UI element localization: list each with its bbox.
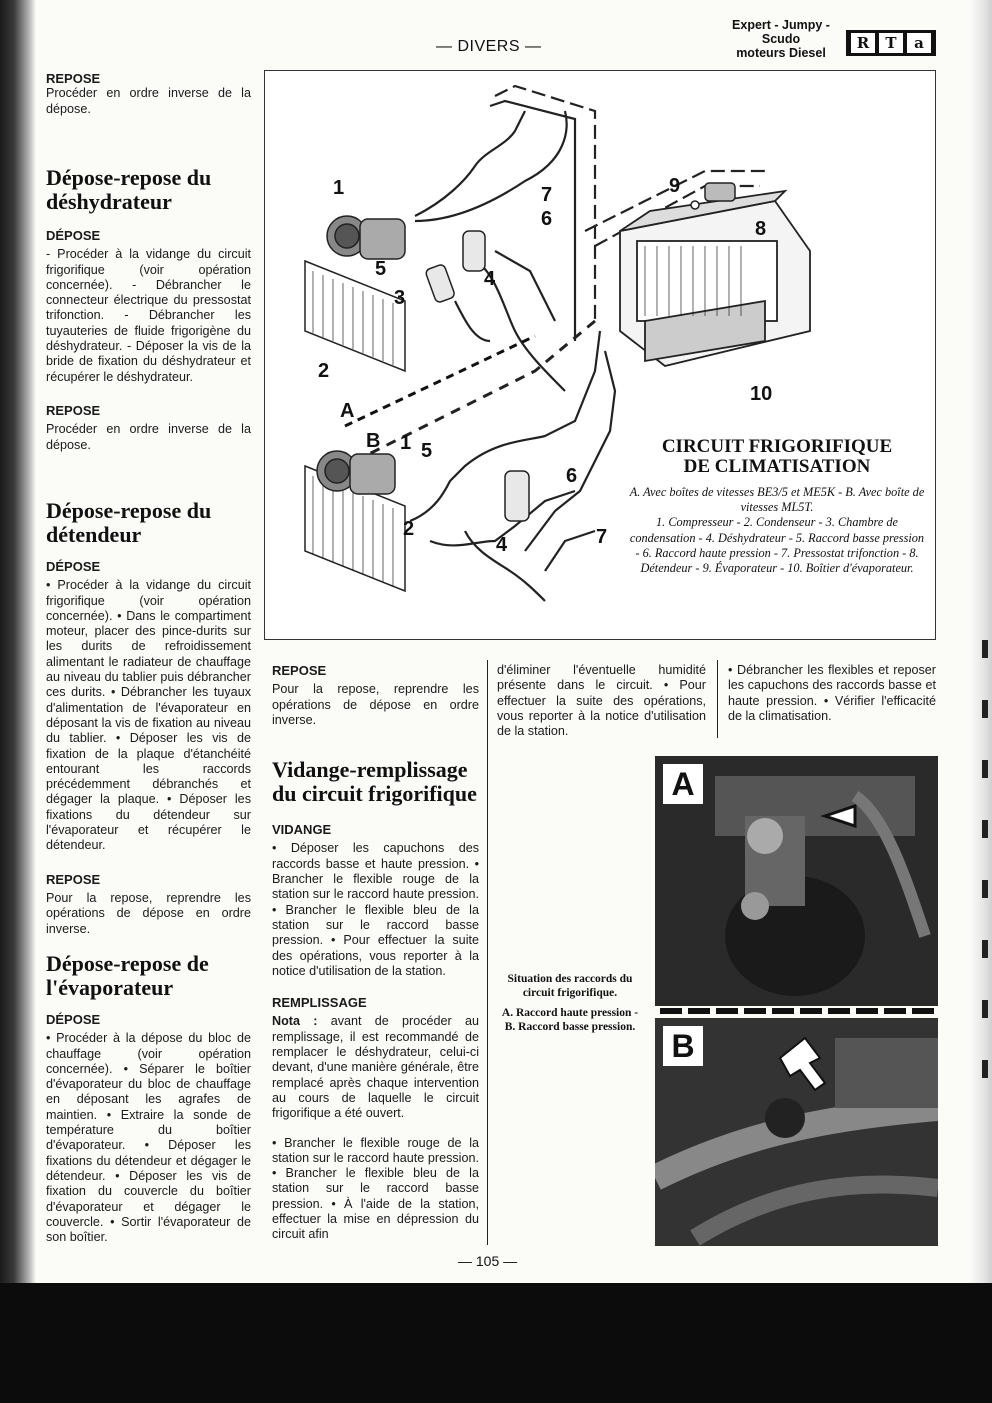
heading-deshydrateur: Dépose-repose du déshydrateur [46, 165, 212, 214]
heading-remplissage: REMPLISSAGE [272, 995, 367, 1011]
callout-5: 5 [375, 258, 387, 280]
callout-10: 10 [750, 383, 773, 405]
logo-letter-t: T [879, 33, 903, 53]
rta-logo [846, 30, 936, 56]
repose-detendeur-text: Pour la repose, reprendre les opérations de dépose en ordre inverse. [46, 890, 251, 936]
heading-vidange: VIDANGE [272, 822, 332, 838]
callout-7: 7 [541, 184, 553, 206]
remplissage-text: • Brancher le flexible rouge de la station sur le raccord haute pression. • Brancher le flexible bleu de la station sur le raccord basse pression. • À l'aide de la station, effectuer la mise en dépression du circuit afin [272, 1135, 479, 1242]
heading-depose-3: DÉPOSE [46, 559, 101, 574]
heading-depose-4: DÉPOSE [46, 1012, 101, 1027]
depose-evaporateur-text: • Procéder à la dépose du bloc de chauffage (voir opération concernée). • Séparer le boîtier d'évaporateur du bloc de chauffage en déposant les agrafes de maintien. • Extraire la sonde de température du boîtier d'évaporateur. • Déposer les fixations du détendeur et dégager le détendeur. • Déposer les vis de fixation du couvercle du boîtier d'évaporateur et dégager le couvercle. • Sortir l'évaporateur de son boîtier. [46, 1031, 251, 1245]
repose-deshydrateur-text: Procéder en ordre inverse de la dépose. [46, 422, 251, 452]
column-divider-2 [717, 660, 718, 738]
column-4 [728, 663, 936, 724]
diagram-caption-legend: 1. Compresseur - 2. Condenseur - 3. Chambre de condensation - 4. Déshydrateur - 5. Raccord basse pression - 6. Raccord haute pression - 7. Pressostat trifonction - 8. Détendeur - 9. Évaporateur - 10. Boîtier d'évaporateur. [629, 515, 925, 576]
callout-4: 4 [484, 268, 496, 290]
col3-text: d'éliminer l'éventuelle humidité présente dans le circuit. • Pour effectuer la suite des opérations, vous reporter à la notice d'utilisation de la station. [497, 663, 706, 739]
photo-caption-b: B. Raccord basse pression. [504, 1021, 636, 1033]
callout-b-2: 2 [403, 518, 415, 540]
callout-6: 6 [541, 208, 553, 230]
column-divider [487, 660, 488, 1245]
callout-b-6: 6 [566, 465, 578, 487]
callout-b-5: 5 [421, 440, 433, 462]
heading-evaporateur: Dépose-repose de l'évaporateur [46, 951, 209, 1000]
page-binding-shadow [0, 0, 36, 1283]
nota-paragraph [272, 1014, 479, 1121]
page-number: — 105 — [458, 1253, 518, 1269]
photo-caption [496, 972, 644, 1034]
diagram-title-line-2: DE CLIMATISATION [683, 456, 871, 477]
photo-caption-title: Situation des raccords du circuit frigorifique. [507, 973, 633, 999]
column-3 [497, 663, 706, 739]
vidange-text: • Déposer les capuchons des raccords basse et haute pression. • Brancher le flexible rouge de la station sur le raccord haute pression. • Brancher le flexible bleu de la station sur le raccord basse pression. • Pour effectuer la suite des opérations, vous reporter à la notice d'utilisation de la station. [272, 841, 479, 978]
callout-3: 3 [394, 287, 406, 309]
vehicle-header [720, 18, 842, 60]
nota-label: Nota : [272, 1014, 318, 1029]
depose-detendeur-text: • Procéder à la vidange du circuit frigorifique (voir opération concernée). • Dans le compartiment moteur, placer des pince-durits sur les durits de refroidissement alimentant le radiateur de chauffage au niveau du tablier puis débrancher ces durits. • Débrancher les tuyaux d'alimentation de l'évaporateur en déposant la vis de fixation au niveau du tablier. • Déposer les vis de fixation de la plaque d'étanchéité entourant les raccords précédemment débranchés et dégager la plaque. • Déposer les fixations du détendeur sur l'évaporateur et récupérer le détendeur. [46, 578, 251, 853]
callout-2: 2 [318, 360, 330, 382]
column-1 [46, 71, 251, 117]
diagram-caption-ab: A. Avec boîtes de vitesses BE3/5 et ME5K - B. Avec boîte de vitesses ML5T. [629, 485, 925, 515]
column-1-evaporateur [46, 952, 251, 1245]
callout-8: 8 [755, 218, 767, 240]
vehicle-line-3: moteurs Diesel [736, 46, 826, 60]
column-1-deshydrateur [46, 166, 251, 453]
section-header: — DIVERS — [436, 38, 542, 55]
photo-divider [660, 1008, 938, 1014]
logo-letter-a: a [907, 33, 931, 53]
heading-detendeur: Dépose-repose du détendeur [46, 498, 212, 547]
callout-a: A [340, 400, 355, 422]
callout-1: 1 [333, 177, 345, 199]
col4-text: • Débrancher les flexibles et reposer les capuchons des raccords basse et haute pression. • Vérifier l'efficacité de la climatisation. [728, 663, 936, 723]
diagram-title-line-1: CIRCUIT FRIGORIFIQUE [661, 436, 893, 457]
photo-label-a: A [663, 764, 703, 804]
column-2 [272, 663, 479, 1243]
depose-deshydrateur-text: - Procéder à la vidange du circuit frigorifique (voir opération concernée). - Débrancher le connecteur électrique du pressostat trifonction. - Débrancher les tuyauteries de fluide frigorigène du déshydrateur. - Déposer la vis de la bride de fixation du déshydrateur et récupérer le déshydrateur. [46, 247, 251, 384]
photo-label-b: B [663, 1026, 703, 1066]
logo-letter-r: R [851, 33, 875, 53]
callout-b-7: 7 [596, 526, 608, 548]
nota-text: avant de procéder au remplissage, il est recommandé de remplacer le déshydrateur, celui-ci devant, d'une manière générale, être remplacé après chaque intervention au cours de laquelle le circuit frigorifique a été ouvert. [272, 1014, 479, 1121]
heading-vidange-remplissage: Vidange-remplissage du circuit frigorifique [272, 757, 477, 807]
photo-caption-a: A. Raccord haute pression - [501, 1007, 639, 1019]
diagram-title [628, 437, 926, 477]
vehicle-line-2: Scudo [761, 32, 801, 46]
heading-repose-2: REPOSE [46, 402, 101, 418]
page-edge [970, 0, 992, 1283]
vehicle-line-1: Expert - Jumpy - [732, 18, 830, 32]
photo-low-pressure [655, 1018, 938, 1246]
heading-repose-3: REPOSE [46, 871, 101, 887]
diagram-caption [628, 485, 926, 576]
repose-col2-text: Pour la repose, reprendre les opérations de dépose en ordre inverse. [272, 682, 479, 727]
column-1-detendeur [46, 499, 251, 937]
photo-high-pressure [655, 756, 938, 1006]
heading-repose: REPOSE [46, 71, 101, 86]
heading-repose-col2: REPOSE [272, 663, 327, 678]
callout-b-4: 4 [496, 534, 508, 556]
callout-b-1: 1 [400, 432, 412, 454]
callout-b: B [366, 430, 381, 452]
callout-9: 9 [669, 175, 681, 197]
repose-text: Procéder en ordre inverse de la dépose. [46, 86, 251, 116]
heading-depose: DÉPOSE [46, 228, 101, 243]
